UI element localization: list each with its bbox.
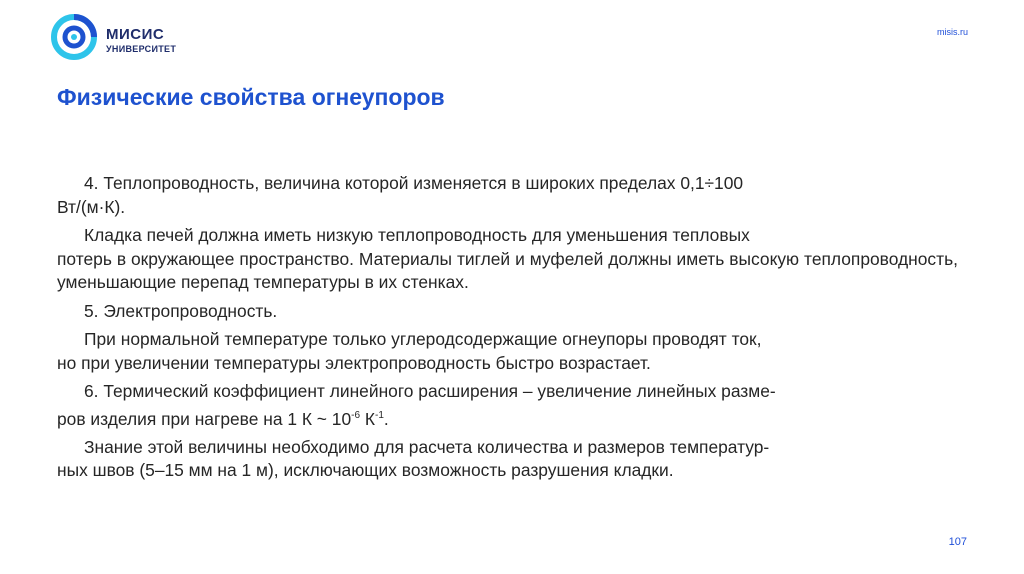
exponent-1: -6 [351, 409, 361, 421]
paragraph-lead: Кладка печей должна иметь низкую теплопроводность для уменьшения тепловых [84, 225, 750, 245]
paragraph-kiln-lining [57, 224, 958, 295]
exponent-2: -1 [375, 409, 384, 421]
logo-name: МИСИС [106, 26, 165, 43]
paragraph-rest: Вт/(м·К). [57, 196, 126, 217]
logo-subtitle: УНИВЕРСИТЕТ [106, 44, 177, 54]
paragraph-lead: Знание этой величины необходимо для расчета количества и размеров температур- [84, 436, 770, 457]
paragraph-electrical-conductivity [84, 300, 958, 324]
site-link[interactable]: misis.ru [937, 27, 968, 37]
misis-logo-icon [50, 12, 100, 62]
paragraph-rest: потерь в окружающее пространство. Материалы тиглей и муфелей должны иметь высокую теплопроводность, уменьшающие перепад температуры в их стенках. [57, 248, 958, 292]
slide-title: Физические свойства огнеупоров [57, 84, 445, 110]
paragraph-lead: При нормальной температуре только углеродсодержащие огнеупоры проводят ток, [84, 329, 762, 349]
expansion-text: ров изделия при нагреве на 1 К ~ 10 [57, 408, 352, 429]
paragraph-rest [57, 404, 958, 431]
paragraph-rest: ных швов (5–15 мм на 1 м), исключающих возможность разрушения кладки. [57, 460, 674, 481]
paragraph-expansion-joints [57, 436, 958, 483]
paragraph-lead: 6. Термический коэффициент линейного расширения – увеличение линейных разме- [84, 381, 776, 401]
university-logo[interactable] [50, 12, 180, 62]
paragraph-lead: 4. Теплопроводность, величина которой изменяется в широких пределах 0,1÷100 [84, 173, 744, 193]
paragraph-thermal-conductivity [57, 172, 958, 219]
period: . [383, 408, 389, 429]
slide-body [57, 172, 958, 488]
unit-k: К [360, 408, 375, 429]
paragraph-lead: 5. Электропроводность. [84, 300, 278, 321]
paragraph-carbon-refractories [57, 328, 958, 375]
paragraph-thermal-expansion [57, 380, 958, 431]
paragraph-rest: но при увеличении температуры электропроводность быстро возрастает. [57, 352, 651, 373]
page-number: 107 [948, 536, 967, 548]
